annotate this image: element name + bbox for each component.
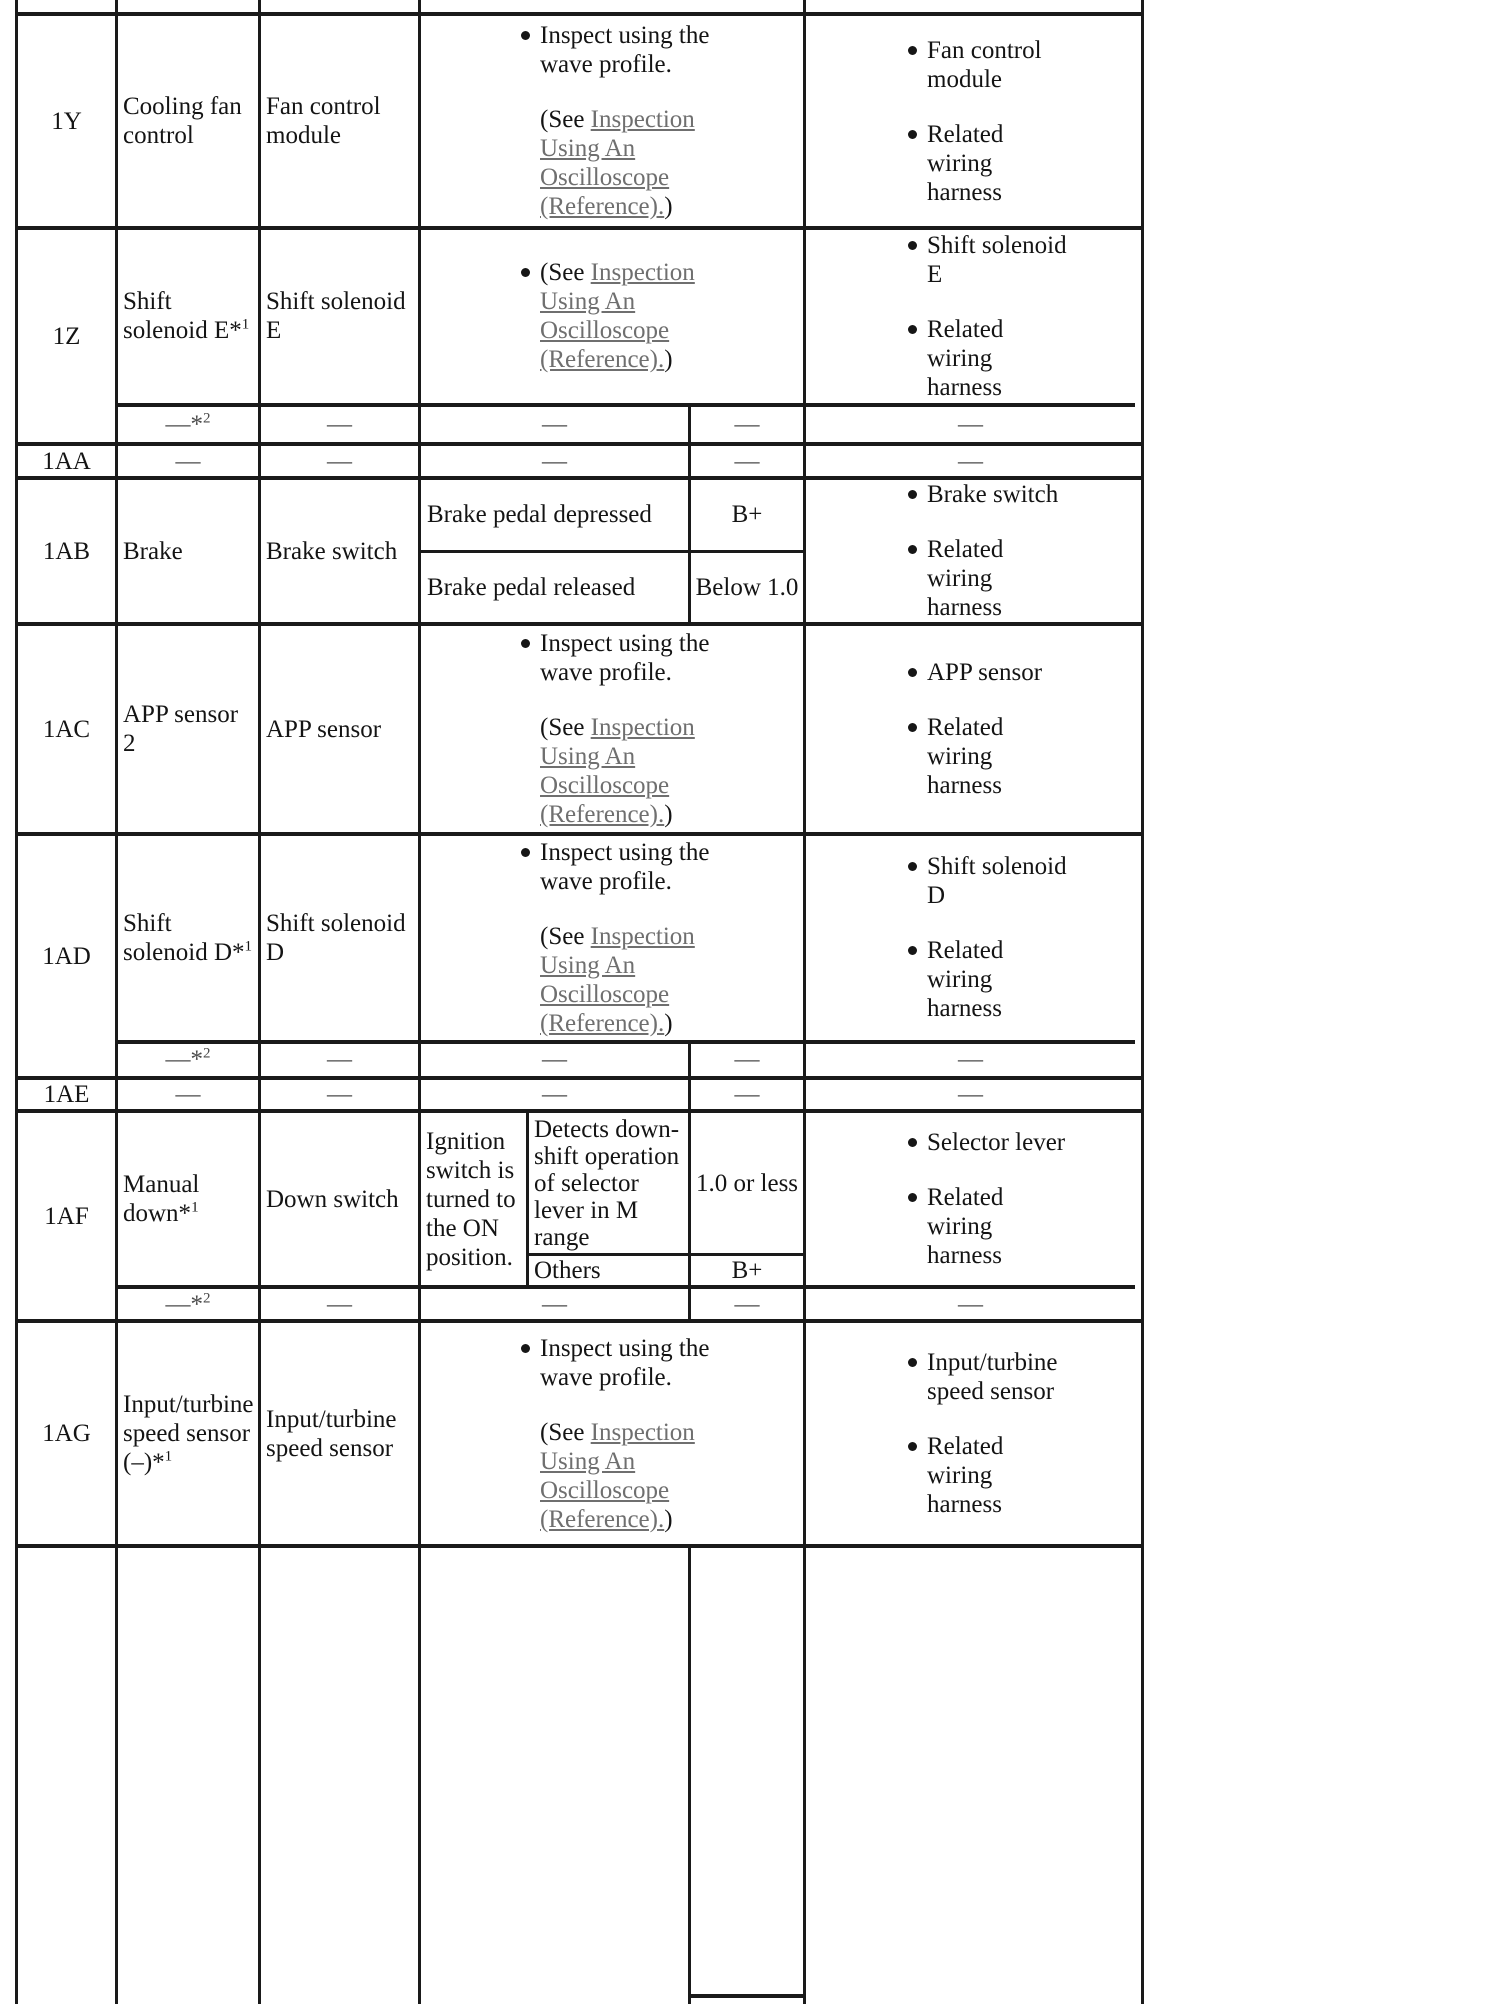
dash-cell: — <box>258 1044 418 1076</box>
dash-cell: — <box>688 446 803 476</box>
list-item: Input/turbine speed sensor <box>908 1348 1069 1406</box>
dash-cell: —*$^2$ <box>115 407 258 442</box>
list-item: Related wiring harness <box>908 936 1069 1023</box>
bullet-icon <box>908 241 917 250</box>
list-item: APP sensor <box>908 658 1069 687</box>
terminal-cell: 1AB <box>42 537 91 565</box>
bullet-icon <box>521 639 530 648</box>
signal-cell <box>115 16 258 226</box>
dash-cell: — <box>418 1289 688 1319</box>
wave-instruction <box>521 1334 752 1392</box>
see-prefix: (See <box>540 922 591 950</box>
see-reference <box>521 922 752 1038</box>
bullet-icon <box>521 848 530 857</box>
bullet-icon <box>908 1358 917 1367</box>
bullet-icon <box>908 1442 917 1451</box>
connected-cell <box>258 16 418 226</box>
dash-cell: — <box>688 407 803 442</box>
connected-label: Brake switch <box>266 537 398 565</box>
condition-row <box>529 1253 803 1285</box>
see-prefix: (See <box>540 714 591 741</box>
condition-row <box>529 1113 803 1253</box>
see-suffix: ) <box>664 346 673 374</box>
dash-cell: —*$^2$ <box>115 1044 258 1076</box>
inspection-cell <box>803 230 1135 403</box>
inspection-cell <box>803 16 1135 226</box>
list-item: Related wiring harness <box>908 713 1069 800</box>
signal-cell <box>115 1548 258 2004</box>
dash-cell: — <box>688 1289 803 1319</box>
wave-line-text: Inspect using the wave profile. <box>540 1334 710 1391</box>
dash-cell: — <box>258 1080 418 1109</box>
dash-cell: — <box>115 1080 258 1109</box>
oscilloscope-reference-link[interactable]: Inspection Using An Oscilloscope (Reference). <box>540 714 695 828</box>
wave-instruction <box>521 838 752 896</box>
inspection-cell <box>803 1113 1135 1285</box>
test-condition-cell <box>418 836 803 1040</box>
row-1z <box>18 226 1141 442</box>
row-1af <box>18 1109 1141 1319</box>
signal-cell <box>115 480 258 622</box>
see-suffix: ) <box>664 1505 673 1533</box>
inspection-cell <box>803 0 1135 12</box>
bullet-icon <box>908 46 917 55</box>
oscilloscope-reference-link[interactable]: Inspection Using An Oscilloscope (Reference). <box>540 922 695 1037</box>
connected-cell <box>258 1548 418 2004</box>
list-item: Related wiring harness <box>908 1432 1069 1519</box>
list-item: Related wiring harness <box>908 1183 1069 1270</box>
dash-cell: — <box>418 407 688 442</box>
dash-cell: — <box>418 446 688 476</box>
dash-cell: — <box>418 1080 688 1109</box>
terminal-cell <box>18 1548 115 2004</box>
connected-cell <box>258 1323 418 1544</box>
bullet-icon <box>908 946 917 955</box>
dash-cell: — <box>803 1080 1135 1109</box>
test-condition-cell <box>418 1323 803 1544</box>
row-1ad-note <box>115 1040 1135 1076</box>
inspection-cell <box>803 1548 1135 2004</box>
oscilloscope-reference-link[interactable]: Inspection Using An Oscilloscope (Reference). <box>540 259 695 374</box>
dash-cell: — <box>258 1289 418 1319</box>
terminal-cell: 1AG <box>42 1420 91 1447</box>
terminal-cell: 1AD <box>42 942 91 970</box>
row-1aa <box>18 442 1141 476</box>
see-suffix: ) <box>664 801 673 828</box>
terminal-cell: 1Z <box>52 322 81 350</box>
signal-label: Manual down*$^1$ <box>123 1171 200 1227</box>
terminal-table <box>15 0 1144 2004</box>
terminal-cell: 1AA <box>42 447 91 475</box>
voltage-cell: Below 1.0 <box>688 553 803 623</box>
bullet-icon <box>908 545 917 554</box>
dash-cell: — <box>418 1044 688 1076</box>
wave-instruction <box>521 21 752 79</box>
wave-instruction <box>521 629 752 687</box>
see-reference <box>521 105 752 221</box>
list-item: Related wiring harness <box>908 120 1069 207</box>
connected-label: Input/turbine speed sensor <box>266 1405 397 1462</box>
see-reference <box>521 713 752 829</box>
row-1y <box>18 12 1141 226</box>
connected-label: Shift solenoid D <box>266 909 406 966</box>
see-reference <box>521 258 752 374</box>
connected-cell <box>258 230 418 403</box>
connected-label: Fan control module <box>266 93 381 149</box>
bullet-icon <box>521 268 530 277</box>
bullet-icon <box>521 1344 530 1353</box>
dash-cell: —*$^2$ <box>115 1289 258 1319</box>
list-item: Shift solenoid D <box>908 852 1069 910</box>
signal-label: Shift solenoid E*$^1$ <box>123 288 250 345</box>
dash-cell: — <box>803 1289 1135 1319</box>
condition-cell: Ignition switch is turned to the ON position. <box>426 1127 516 1271</box>
condition-cell: Brake pedal depressed <box>427 501 652 529</box>
connected-cell <box>258 480 418 622</box>
row-1z-note <box>115 403 1135 442</box>
see-reference <box>521 1418 752 1534</box>
terminal-cell: 1AE <box>43 1081 90 1108</box>
signal-cell <box>115 626 258 832</box>
row-1ac <box>18 622 1141 832</box>
list-item: Related wiring harness <box>908 315 1069 402</box>
dash-cell: — <box>803 446 1135 476</box>
condition-row <box>421 480 803 550</box>
see-suffix: ) <box>664 193 673 220</box>
terminal-cell <box>18 0 115 12</box>
bullet-icon <box>908 325 917 334</box>
signal-cell <box>115 230 258 403</box>
list-item: Fan control module <box>908 36 1069 94</box>
bullet-icon <box>521 31 530 40</box>
row-1af-note <box>115 1285 1135 1319</box>
signal-label: Brake <box>123 537 183 565</box>
inspection-cell <box>803 626 1135 832</box>
row-1ag <box>18 1319 1141 1544</box>
dash-cell: — <box>115 446 258 476</box>
signal-cell <box>115 1113 258 1285</box>
inspection-cell <box>803 836 1135 1040</box>
connected-cell <box>258 626 418 832</box>
see-prefix: (See <box>540 106 591 133</box>
condition-cell: Brake pedal released <box>427 573 636 601</box>
oscilloscope-reference-link[interactable]: Inspection Using An Oscilloscope (Reference). <box>540 1418 695 1533</box>
terminal-cell: 1AF <box>44 1202 89 1230</box>
row-next-cutoff <box>18 1544 1141 2004</box>
connected-label: APP sensor <box>266 715 382 743</box>
see-suffix: ) <box>664 1009 673 1037</box>
bullet-icon <box>908 862 917 871</box>
see-prefix: (See <box>540 259 591 287</box>
condition-voltage-group <box>418 1113 803 1285</box>
row-prev-cutoff <box>18 0 1141 12</box>
bullet-icon <box>908 130 917 139</box>
condition-row <box>421 550 803 623</box>
wave-line-text: Inspect using the wave profile. <box>540 22 710 78</box>
connected-cell <box>258 1113 418 1285</box>
row-1ae <box>18 1076 1141 1109</box>
dash-cell: — <box>803 1044 1135 1076</box>
list-item: Brake switch <box>908 480 1069 509</box>
row-1ad-main <box>115 836 1135 1040</box>
signal-label: Input/turbine speed sensor (–)*$^1$ <box>123 1391 254 1476</box>
condition-cell: Others <box>534 1257 601 1284</box>
signal-cell <box>115 1323 258 1544</box>
oscilloscope-reference-link[interactable]: Inspection Using An Oscilloscope (Reference). <box>540 106 695 220</box>
condition-cell <box>418 1548 688 2004</box>
bullet-icon <box>908 723 917 732</box>
signal-label: Shift solenoid D*$^1$ <box>123 909 253 966</box>
signal-label: APP sensor 2 <box>123 701 239 757</box>
voltage-cell: B+ <box>688 480 803 550</box>
voltage-cell <box>688 1548 803 2004</box>
inspection-cell <box>803 480 1135 622</box>
terminal-cell: 1AC <box>42 715 91 743</box>
connected-cell <box>258 0 418 12</box>
bullet-icon <box>908 668 917 677</box>
inspection-cell <box>803 1323 1135 1544</box>
signal-cell <box>115 0 258 12</box>
connected-cell <box>258 836 418 1040</box>
condition-voltage-group <box>418 480 803 622</box>
see-prefix: (See <box>540 1418 591 1446</box>
wave-line-text: Inspect using the wave profile. <box>540 838 710 895</box>
row-1ab <box>18 476 1141 622</box>
bullet-icon <box>908 1138 917 1147</box>
dash-cell: — <box>803 407 1135 442</box>
test-condition-cell <box>418 230 803 403</box>
connected-label: Down switch <box>266 1185 399 1213</box>
divider <box>691 1994 803 1998</box>
list-item: Selector lever <box>908 1128 1069 1157</box>
voltage-cell: 1.0 or less <box>688 1113 803 1253</box>
row-1af-main <box>115 1113 1135 1285</box>
voltage-cell: B+ <box>688 1256 803 1285</box>
list-item: Shift solenoid E <box>908 231 1069 289</box>
test-condition-cell <box>418 16 803 226</box>
terminal-cell: 1Y <box>51 107 82 135</box>
bullet-icon <box>908 490 917 499</box>
wave-line-text: Inspect using the wave profile. <box>540 630 710 686</box>
connected-label: Shift solenoid E <box>266 288 406 345</box>
dash-cell: — <box>688 1080 803 1109</box>
signal-label: Cooling fan control <box>123 93 242 149</box>
dash-cell: — <box>258 407 418 442</box>
bullet-icon <box>908 1193 917 1202</box>
signal-cell <box>115 836 258 1040</box>
list-item: Related wiring harness <box>908 535 1069 622</box>
dash-cell: — <box>688 1044 803 1076</box>
condition-cell: Detects down-shift operation of selector lever in M range <box>534 1115 680 1251</box>
row-1ad <box>18 832 1141 1076</box>
dash-cell: — <box>258 446 418 476</box>
test-condition-cell <box>418 626 803 832</box>
test-condition-cell <box>418 0 803 12</box>
row-1z-main <box>115 230 1135 403</box>
